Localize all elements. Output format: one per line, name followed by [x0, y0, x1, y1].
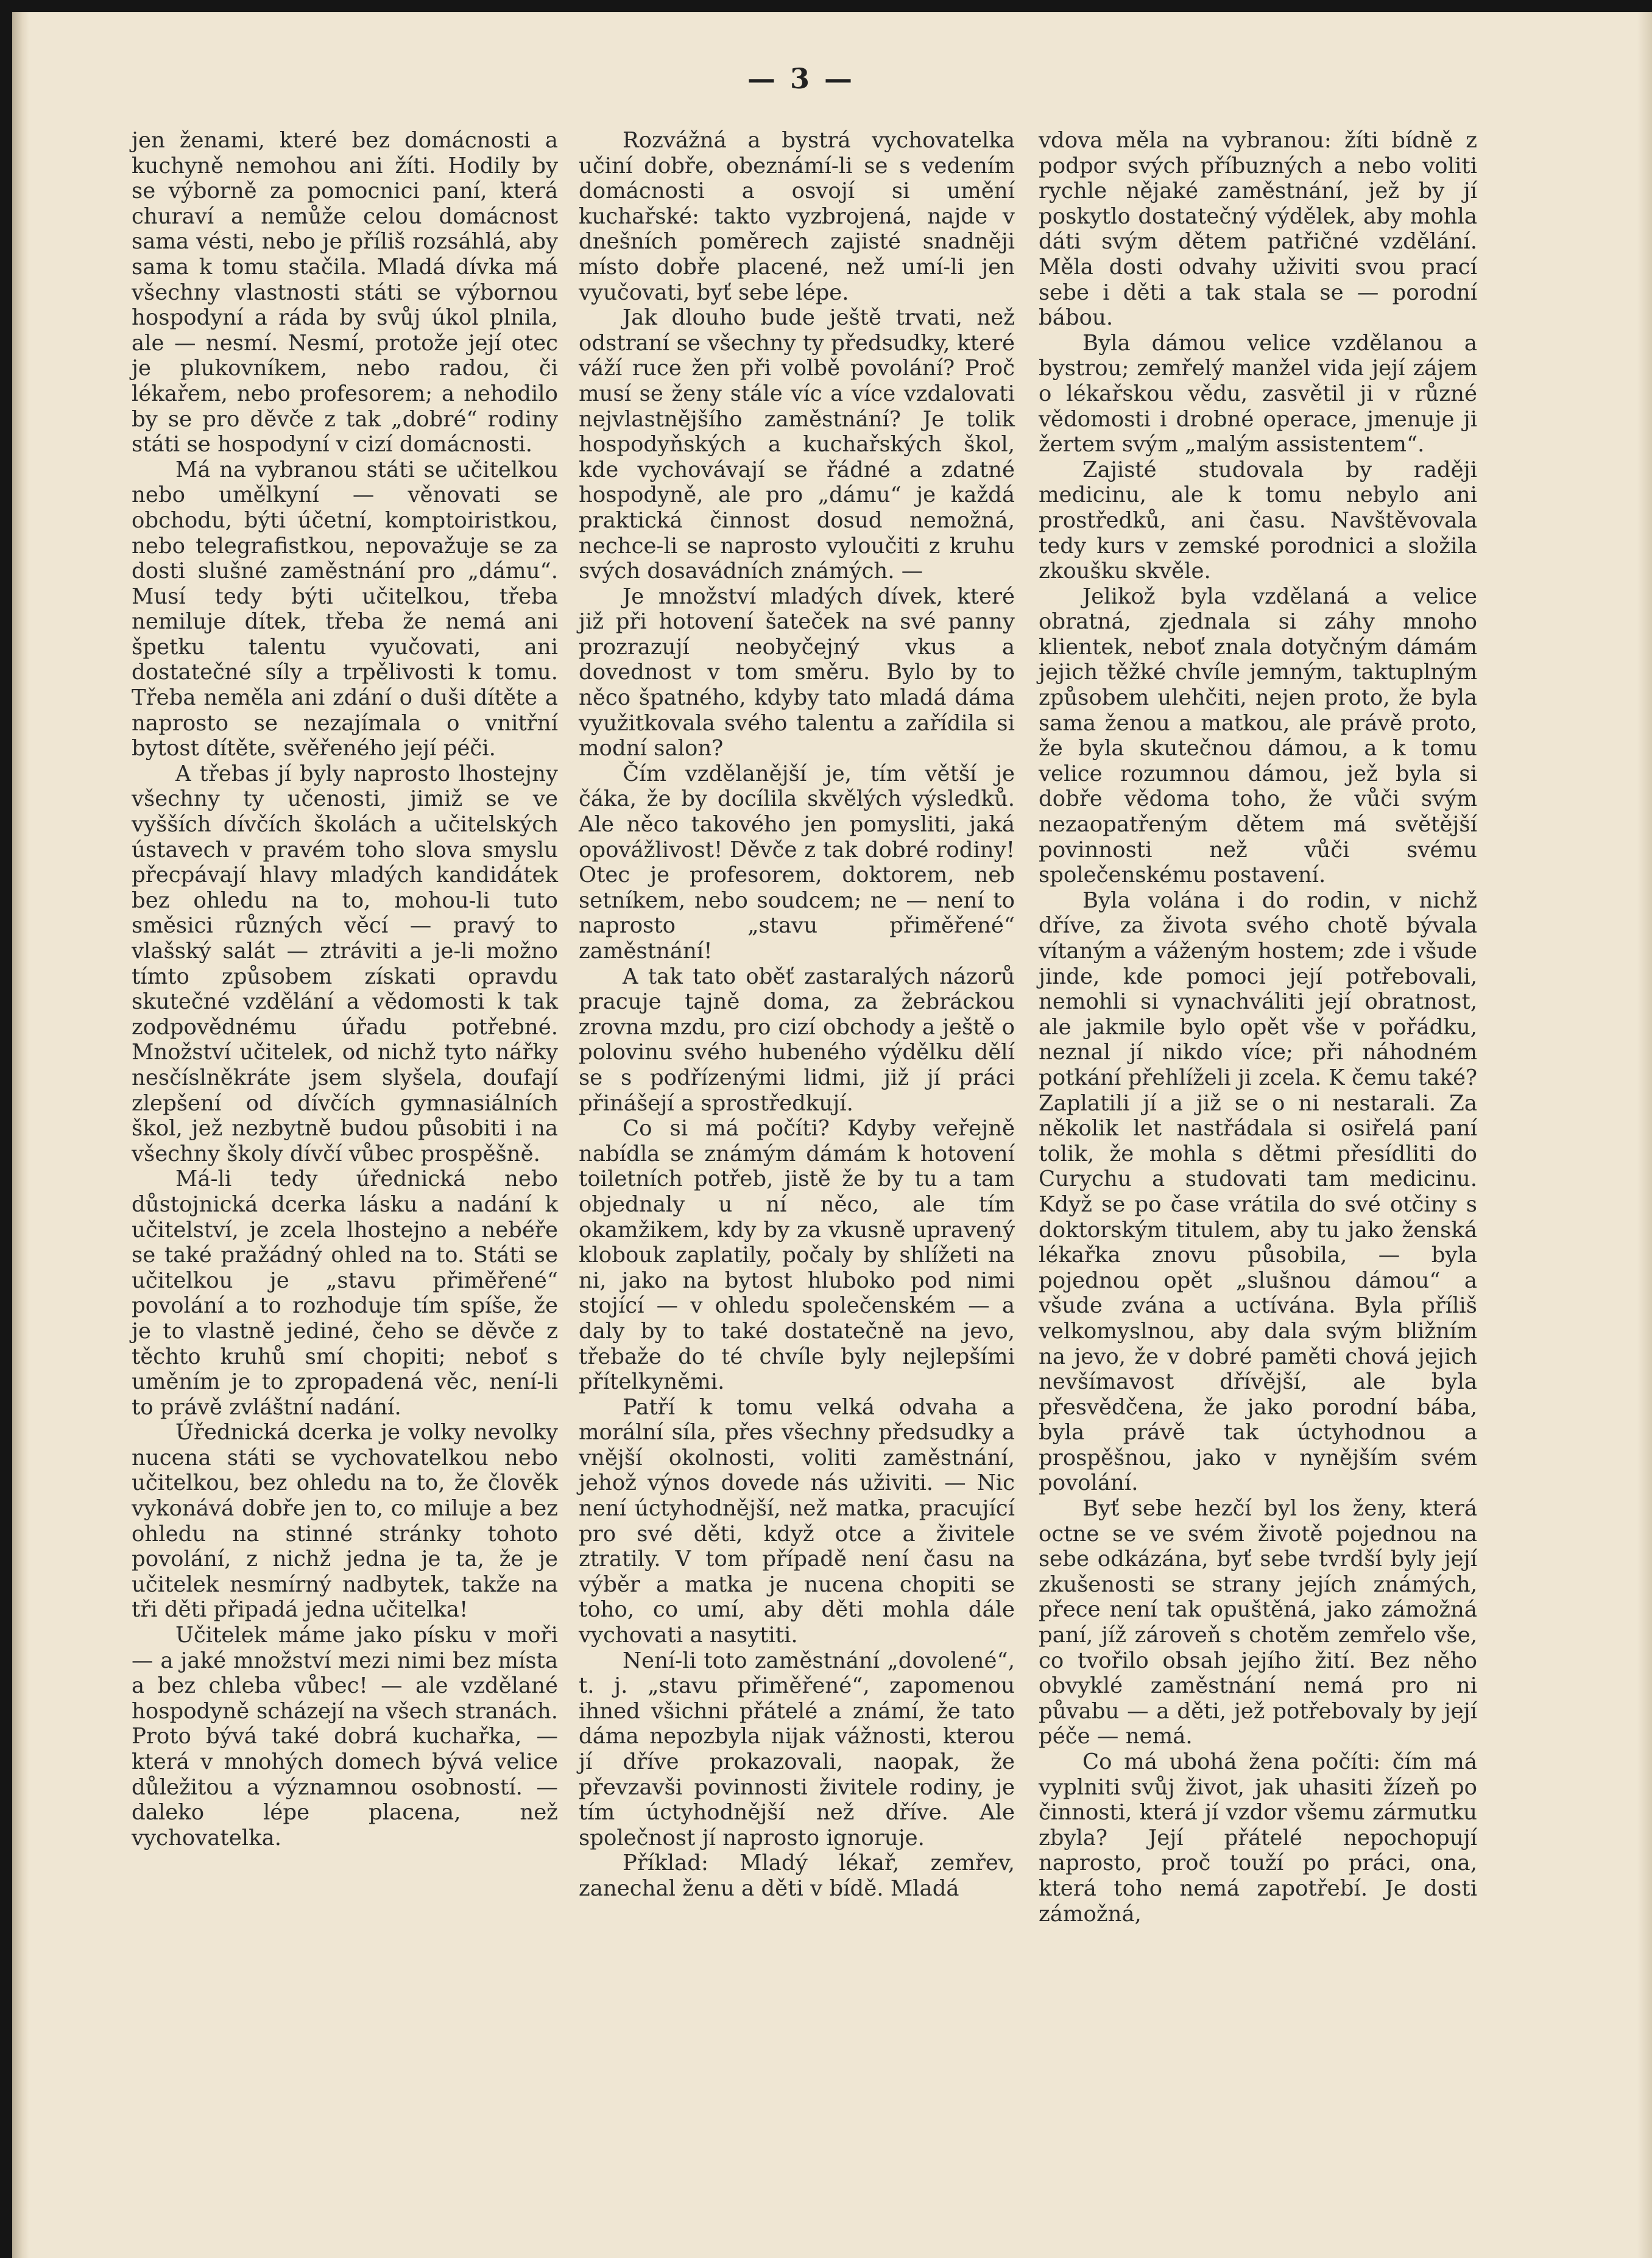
- paragraph: Jak dlouho bude ještě trvati, než odstraní se všechny ty předsudky, které váží ruce žen při volbě povolání? Proč musí se ženy stále víc a více vzdalovati nejvlastnějšího zaměstnání? Je tolik hospodyňských a kuchařských škol, kde vychovávají se řádné a zdatné hospodyně, ale pro „dámu“ je každá praktická činnost dosud nemožná, nechce-li se naprosto vyloučiti z kruhu svých dosavádních známých. —: [579, 305, 1015, 584]
- text-column-2: [579, 128, 1015, 1902]
- paragraph: Patří k tomu velká odvaha a morální síla, přes všechny předsudky a vnější okolnosti, voliti zaměstnání, jehož výnos dovede nás uživiti. — Nic není úctyhodnější, než matka, pracující pro své děti, když otce a živitele ztratily. V tom případě není času na výběr a matka je nucena chopiti se toho, co umí, aby děti mohla dále vychovati a nasytiti.: [579, 1394, 1015, 1648]
- paragraph: Byla dámou velice vzdělanou a bystrou; zemřelý manžel vida její zájem o lékařskou vědu, zasvětil ji v různé vědomosti i drobné operace, jmenuje ji žertem svým „malým assistentem“.: [1039, 330, 1477, 457]
- page-number: — 3 —: [747, 62, 855, 95]
- paragraph: Co si má počíti? Kdyby veřejně nabídla se známým dámám k hotovení toiletních potřeb, jistě že by tu a tam objednaly u ní něco, ale tím okamžikem, kdy by za vkusně upravený klobouk zaplatily, počaly by shlížeti na ni, jako na bytost hluboko pod nimi stojící — v ohledu společenském — a daly by to také dostatečně na jevo, třebaže do té chvíle byly nejlepšími přítelkyněmi.: [579, 1116, 1015, 1395]
- paragraph: Úřednická dcerka je volky nevolky nucena státi se vychovatelkou nebo učitelkou, bez ohledu na to, že člověk vykonává dobře jen to, co miluje a bez ohledu na stinné stránky tohoto povolání, z nichž jedna je ta, že je učitelek nesmírný nadbytek, takže na tři děti připadá jedna učitelka!: [132, 1420, 558, 1623]
- paragraph: Má na vybranou státi se učitelkou nebo umělkyní — věnovati se obchodu, býti účetní, komptoiristkou, nebo telegrafistkou, nepovažuje se za dosti slušné zaměstnání pro „dámu“. Musí tedy býti učitelkou, třeba nemiluje dítek, třeba že nemá ani špetku talentu vyučovati, ani dostatečné síly a trpělivosti k tomu. Třeba neměla ani zdání o duši dítěte a naprosto se nezajímala o vnitřní bytost dítěte, svěřeného její péči.: [132, 457, 558, 761]
- binding-gutter: [12, 12, 29, 2258]
- paragraph: Je množství mladých dívek, které již při hotovení šateček na své panny prozrazují neobyčejný vkus a dovednost v tom směru. Bylo by to něco špatného, kdyby tato mladá dáma využitkovala svého talentu a zařídila si modní salon?: [579, 584, 1015, 761]
- paragraph: A třebas jí byly naprosto lhostejny všechny ty učenosti, jimiž se ve vyšších dívčích školách a učitelských ústavech v pravém toho slova smyslu přecpávají hlavy mladých kandidátek bez ohledu na to, mohou-li tuto směsici různých věcí — pravý to vlašský salát — ztráviti a je-li možno tímto způsobem získati opravdu skutečné vzdělání a vědomosti k tak zodpovědnému úřadu potřebné. Množství učitelek, od nichž tyto nářky nesčíslněkráte jsem slyšela, doufají zlepšení od dívčích gymnasiálních škol, jež nezbytně budou působiti i na všechny školy dívčí vůbec prospěšně.: [132, 761, 558, 1166]
- paragraph: vdova měla na vybranou: žíti bídně z podpor svých příbuzných a nebo voliti rychle nějaké zaměstnání, jež by jí poskytlo dostatečný výdělek, aby mohla dáti svým dětem patřičné vzdělání. Měla dosti odvahy uživiti svou prací sebe i děti a tak stala se — porodní bábou.: [1039, 128, 1477, 331]
- text-column-3: [1039, 128, 1477, 1927]
- paragraph: Co má ubohá žena počíti: čím má vyplniti svůj život, jak uhasiti žízeň po činnosti, která jí vzdor všemu zármutku zbyla? Její přátelé nepochopují naprosto, proč touží po práci, ona, která toho nemá zapotřebí. Je dosti zámožná,: [1039, 1749, 1477, 1927]
- newspaper-page: [12, 12, 1652, 2258]
- paragraph: Učitelek máme jako písku v moři — a jaké množství mezi nimi bez místa a bez chleba vůbec! — ale vzdělané hospodyně scházejí na všech stranách. Proto bývá také dobrá kuchařka, — která v mnohých domech bývá velice důležitou a významnou osobností. — daleko lépe placena, než vychovatelka.: [132, 1623, 558, 1851]
- paragraph: Má-li tedy úřednická nebo důstojnická dcerka lásku a nadání k učitelství, je zcela lhostejno a nebéře se také pražádný ohled na to. Státi se učitelkou je „stavu přiměřené“ povolání a to rozhoduje tím spíše, že je to vlastně jediné, čeho se děvče z těchto kruhů smí chopiti; neboť s uměním je to zpropadená věc, není-li to právě zvláštní nadání.: [132, 1166, 558, 1420]
- paragraph: Zajisté studovala by raději medicinu, ale k tomu nebylo ani prostředků, ani času. Navštěvovala tedy kurs v zemské porodnici a složila zkoušku skvěle.: [1039, 457, 1477, 584]
- paragraph: Není-li toto zaměstnání „dovolené“, t. j. „stavu přiměřené“, zapomenou ihned všichni přátelé a známí, že tato dáma nepozbyla nijak vážnosti, kterou jí dříve prokazovali, naopak, že převzavši povinnosti živitele rodiny, je tím úctyhodnější než dříve. Ale společnost jí naprosto ignoruje.: [579, 1648, 1015, 1851]
- paragraph: A tak tato oběť zastaralých názorů pracuje tajně doma, za žebráckou zrovna mzdu, pro cizí obchody a ještě o polovinu svého hubeného výdělku dělí se s podřízenými lidmi, již jí práci přinášejí a sprostředkují.: [579, 964, 1015, 1116]
- paragraph: Jelikož byla vzdělaná a velice obratná, zjednala si záhy mnoho klientek, neboť znala dotyčným dámám jejich těžké chvíle jemným, taktuplným způsobem ulehčiti, nejen proto, že byla sama ženou a matkou, ale právě proto, že byla skutečnou dámou, a k tomu velice rozumnou dámou, jež byla si dobře vědoma toho, že vůči svým nezaopatřeným dětem má světější povinnosti než vůči svému společenskému postavení.: [1039, 584, 1477, 888]
- paragraph: Čím vzdělanější je, tím větší je čáka, že by docílila skvělých výsledků. Ale něco takového jen pomysliti, jaká opovážlivost! Děvče z tak dobré rodiny! Otec je profesorem, doktorem, neb setníkem, nebo soudcem; ne — není to naprosto „stavu přiměřené“ zaměstnání!: [579, 761, 1015, 964]
- page-edge: [1637, 12, 1652, 2258]
- paragraph: Byla volána i do rodin, v nichž dříve, za života svého chotě bývala vítaným a váženým hostem; zde i všude jinde, kde pomoci její potřebovali, nemohli si vynachváliti její obratnost, ale jakmile bylo opět vše v pořádku, neznal jí nikdo více; při náhodném potkání přehlíželi ji zcela. K čemu také? Zaplatili jí a již se o ni nestarali. Za několik let nastřádala si osiřelá paní tolik, že mohla s dětmi přesídliti do Curychu a studovati tam medicinu. Když se po čase vrátila do své otčiny s doktorským titulem, aby tu jako ženská lékařka znovu působila, — byla pojednou opět „slušnou dámou“ a všude zvána a uctívána. Byla příliš velkomyslnou, aby dala svým bližním na jevo, že v dobré paměti chová jejich nevšímavost dřívější, ale byla přesvědčena, že jako porodní bába, byla právě tak úctyhodnou a prospěšnou, jako v nynějším svém povolání.: [1039, 887, 1477, 1496]
- paragraph: Příklad: Mladý lékař, zemřev, zanechal ženu a děti v bídě. Mladá: [579, 1851, 1015, 1901]
- text-column-1: [132, 128, 558, 1851]
- paragraph: jen ženami, které bez domácnosti a kuchyně nemohou ani žíti. Hodily by se výborně za pomocnici paní, která churaví a nemůže celou domácnost sama vésti, nebo je příliš rozsáhlá, aby sama k tomu stačila. Mladá dívka má všechny vlastnosti státi se výbornou hospodyní a ráda by svůj úkol plnila, ale — nesmí. Nesmí, protože její otec je plukovníkem, nebo radou, či lékařem, nebo profesorem; a nehodilo by se pro děvče z tak „dobré“ rodiny státi se hospodyní v cizí domácnosti.: [132, 128, 558, 457]
- paragraph: Byť sebe hezčí byl los ženy, která octne se ve svém životě pojednou na sebe odkázána, byť sebe tvrdší byly její zkušenosti se strany jejích známých, přece není tak opuštěná, jako zámožná paní, jíž zároveň s chotěm zemřelo vše, co tvořilo obsah jejího žití. Bez něho obvyklé zaměstnání nemá pro ni půvabu — a děti, jež potřebovaly by její péče — nemá.: [1039, 1496, 1477, 1749]
- paragraph: Rozvážná a bystrá vychovatelka učiní dobře, obeznámí-li se s vedením domácnosti a osvojí si umění kuchařské: takto vyzbrojená, najde v dnešních poměrech zajisté snadněji místo dobře placené, než umí-li jen vyučovati, byť sebe lépe.: [579, 128, 1015, 305]
